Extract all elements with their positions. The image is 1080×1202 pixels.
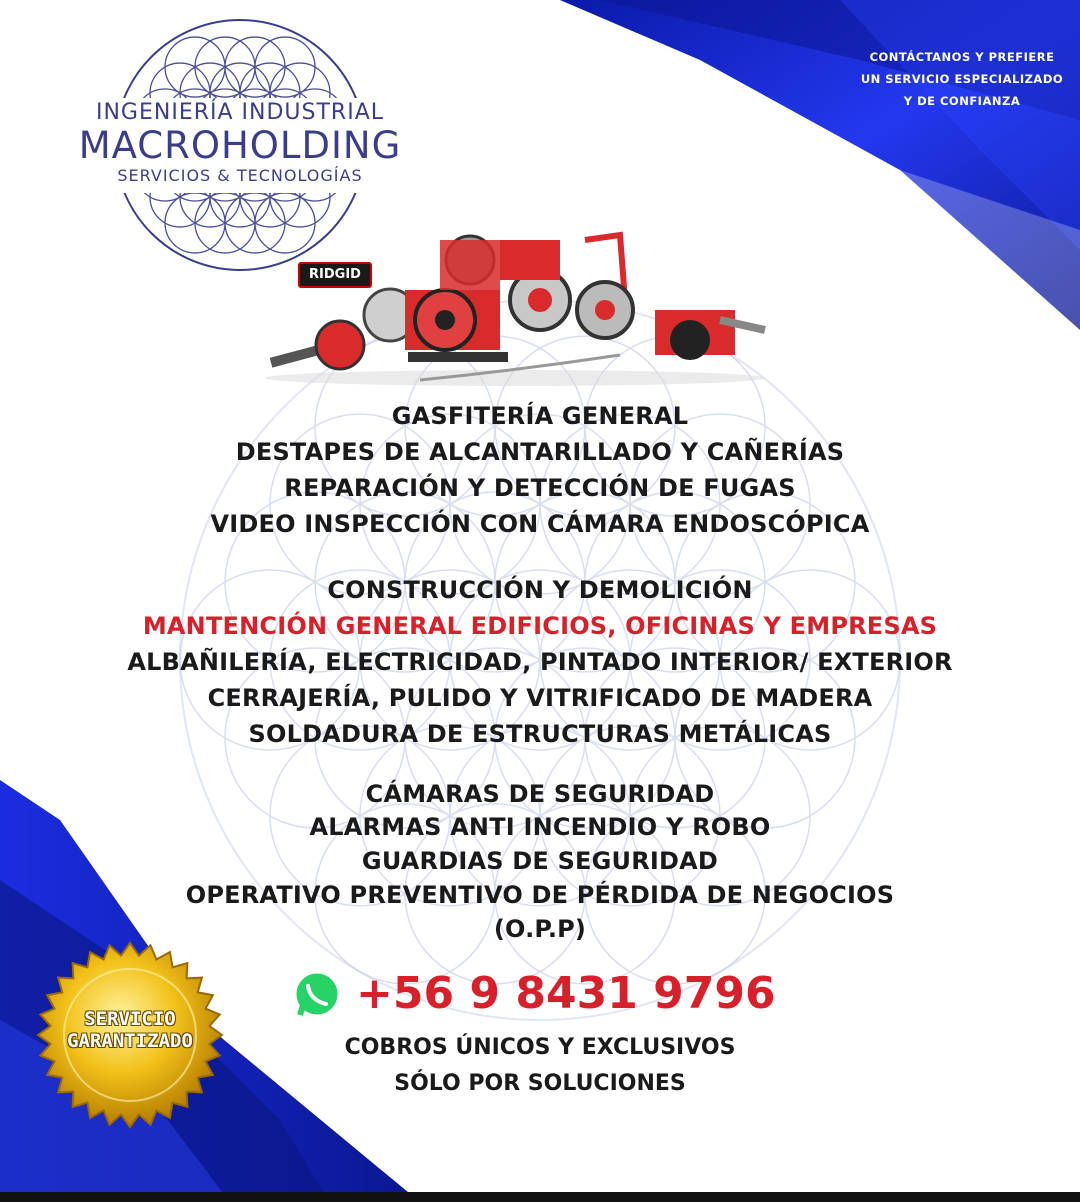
footer-line-2: SÓLO POR SOLUCIONES bbox=[394, 1071, 686, 1096]
service-item: ALBAÑILERÍA, ELECTRICIDAD, PINTADO INTERIOR/ EXTERIOR bbox=[127, 648, 953, 676]
ridgid-equipment-image bbox=[265, 235, 765, 386]
service-item: GUARDIAS DE SEGURIDAD bbox=[361, 847, 719, 875]
service-item: CÁMARAS DE SEGURIDAD bbox=[365, 780, 715, 808]
service-item: (O.P.P) bbox=[493, 915, 587, 943]
logo-company-name: MACROHOLDING bbox=[78, 124, 402, 167]
contact-line-2: UN SERVICIO ESPECIALIZADO bbox=[860, 72, 1064, 86]
service-item: CERRAJERÍA, PULIDO Y VITRIFICADO DE MADERA bbox=[207, 684, 873, 712]
ridgid-brand-badge: RIDGID bbox=[298, 262, 372, 288]
logo-tagline-top: INGENIERÍA INDUSTRIAL bbox=[95, 100, 385, 125]
service-item: OPERATIVO PREVENTIVO DE PÉRDIDA DE NEGOCIOS bbox=[185, 881, 895, 909]
logo-tagline-bottom: SERVICIOS & TECNOLOGÍAS bbox=[117, 166, 363, 185]
service-item: DESTAPES DE ALCANTARILLADO Y CAÑERÍAS bbox=[235, 438, 845, 466]
contact-line-1: CONTÁCTANOS Y PREFIERE bbox=[869, 50, 1055, 64]
service-item: ALARMAS ANTI INCENDIO Y ROBO bbox=[309, 813, 771, 841]
seal-line-2: GARANTIZADO bbox=[67, 1030, 193, 1052]
whatsapp-icon bbox=[295, 972, 339, 1016]
service-item: CONSTRUCCIÓN Y DEMOLICIÓN bbox=[327, 576, 753, 604]
service-item: GASFITERÍA GENERAL bbox=[391, 402, 689, 430]
service-item: VIDEO INSPECCIÓN CON CÁMARA ENDOSCÓPICA bbox=[210, 510, 870, 538]
service-item: SOLDADURA DE ESTRUCTURAS METÁLICAS bbox=[248, 720, 832, 748]
service-item-highlight: MANTENCIÓN GENERAL EDIFICIOS, OFICINAS Y EMPRESAS bbox=[142, 612, 938, 640]
seal-line-1: SERVICIO bbox=[84, 1008, 176, 1030]
service-item: REPARACIÓN Y DETECCIÓN DE FUGAS bbox=[284, 474, 796, 502]
contact-line-3: Y DE CONFIANZA bbox=[903, 94, 1021, 108]
seal-text bbox=[40, 1008, 220, 1052]
footer-line-1: COBROS ÚNICOS Y EXCLUSIVOS bbox=[344, 1035, 736, 1060]
phone-number[interactable]: +56 9 8431 9796 bbox=[356, 968, 776, 1019]
